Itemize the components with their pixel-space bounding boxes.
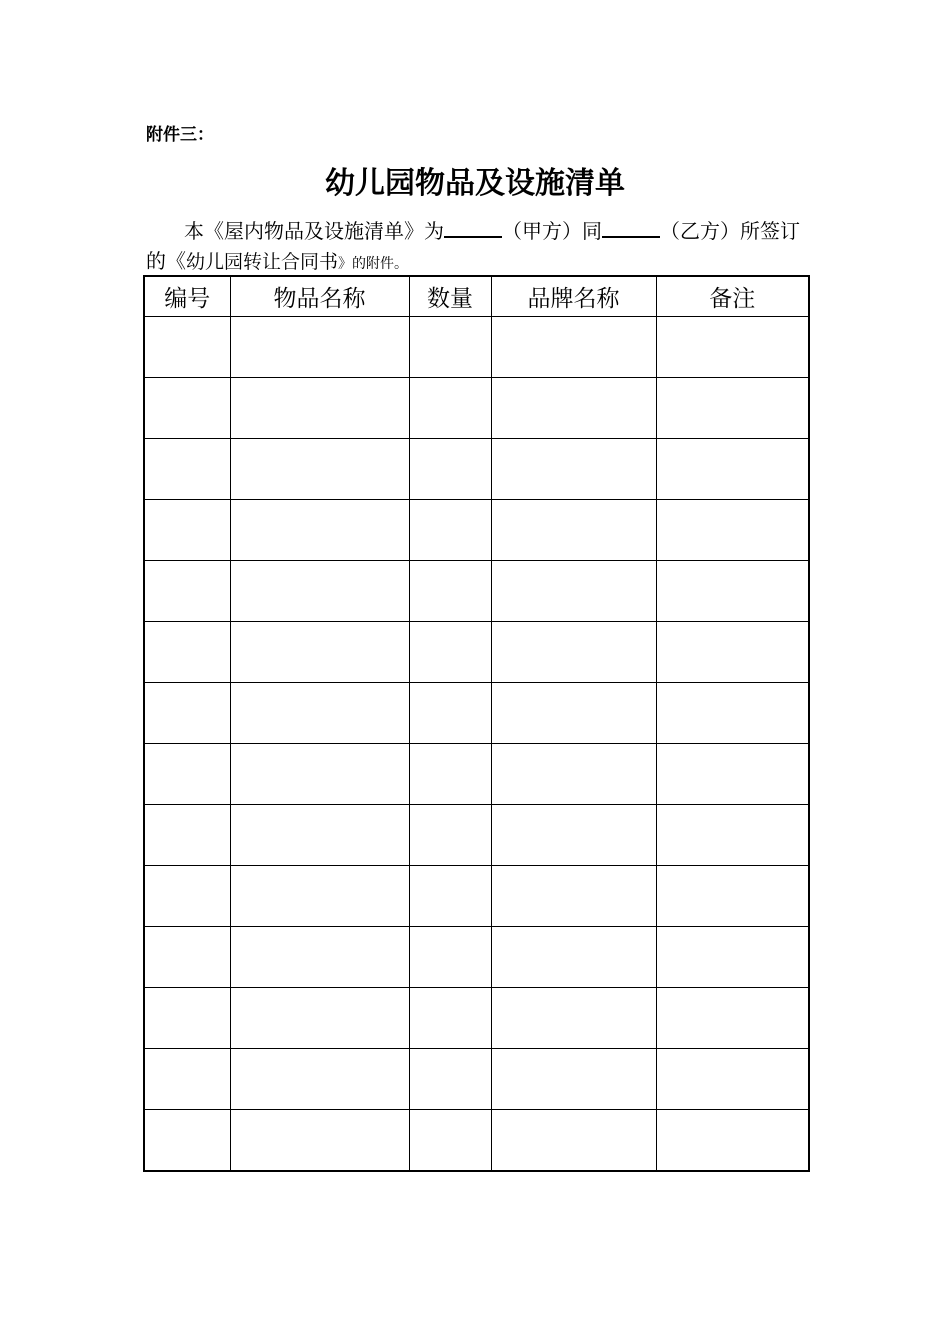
table-row xyxy=(144,988,809,1049)
cell-quantity[interactable] xyxy=(409,1110,491,1172)
intro-text-part3: （乙方）所签订的《 xyxy=(146,219,800,273)
cell-brand-name[interactable] xyxy=(491,622,656,683)
cell-number[interactable] xyxy=(144,317,230,378)
table-row xyxy=(144,561,809,622)
cell-item-name[interactable] xyxy=(230,378,409,439)
intro-text-part2: （甲方）同 xyxy=(502,219,602,243)
cell-number[interactable] xyxy=(144,1049,230,1110)
cell-quantity[interactable] xyxy=(409,378,491,439)
intro-text-part1: 本《屋内物品及设施清单》为 xyxy=(184,219,444,243)
cell-item-name[interactable] xyxy=(230,1049,409,1110)
column-header-quantity: 数量 xyxy=(409,276,491,317)
table-row xyxy=(144,317,809,378)
cell-remarks[interactable] xyxy=(656,439,809,500)
cell-remarks[interactable] xyxy=(656,317,809,378)
cell-number[interactable] xyxy=(144,378,230,439)
intro-paragraph xyxy=(146,216,806,279)
cell-number[interactable] xyxy=(144,988,230,1049)
cell-remarks[interactable] xyxy=(656,561,809,622)
cell-quantity[interactable] xyxy=(409,439,491,500)
cell-number[interactable] xyxy=(144,683,230,744)
cell-item-name[interactable] xyxy=(230,988,409,1049)
cell-remarks[interactable] xyxy=(656,1049,809,1110)
cell-brand-name[interactable] xyxy=(491,317,656,378)
table-row xyxy=(144,439,809,500)
cell-number[interactable] xyxy=(144,439,230,500)
table-header-row xyxy=(144,276,809,317)
cell-item-name[interactable] xyxy=(230,561,409,622)
cell-remarks[interactable] xyxy=(656,927,809,988)
cell-quantity[interactable] xyxy=(409,927,491,988)
cell-remarks[interactable] xyxy=(656,1110,809,1172)
cell-number[interactable] xyxy=(144,866,230,927)
cell-quantity[interactable] xyxy=(409,561,491,622)
cell-brand-name[interactable] xyxy=(491,378,656,439)
cell-brand-name[interactable] xyxy=(491,500,656,561)
contract-name: 幼儿园转让合同书 xyxy=(186,251,339,273)
table-row xyxy=(144,500,809,561)
cell-brand-name[interactable] xyxy=(491,561,656,622)
party-a-blank[interactable] xyxy=(444,216,502,238)
cell-quantity[interactable] xyxy=(409,1049,491,1110)
table-row xyxy=(144,927,809,988)
cell-remarks[interactable] xyxy=(656,683,809,744)
party-b-blank[interactable] xyxy=(602,216,660,238)
cell-item-name[interactable] xyxy=(230,805,409,866)
inventory-table xyxy=(143,275,810,1172)
cell-remarks[interactable] xyxy=(656,622,809,683)
column-header-item-name: 物品名称 xyxy=(230,276,409,317)
cell-remarks[interactable] xyxy=(656,866,809,927)
cell-item-name[interactable] xyxy=(230,622,409,683)
cell-number[interactable] xyxy=(144,805,230,866)
cell-quantity[interactable] xyxy=(409,744,491,805)
cell-item-name[interactable] xyxy=(230,317,409,378)
column-header-remarks: 备注 xyxy=(656,276,809,317)
cell-remarks[interactable] xyxy=(656,744,809,805)
table-row xyxy=(144,622,809,683)
attachment-label: 附件三： xyxy=(146,125,214,145)
cell-item-name[interactable] xyxy=(230,683,409,744)
cell-number[interactable] xyxy=(144,622,230,683)
table-row xyxy=(144,1049,809,1110)
table-row xyxy=(144,1110,809,1172)
cell-number[interactable] xyxy=(144,1110,230,1172)
cell-remarks[interactable] xyxy=(656,988,809,1049)
cell-quantity[interactable] xyxy=(409,866,491,927)
cell-brand-name[interactable] xyxy=(491,988,656,1049)
cell-brand-name[interactable] xyxy=(491,439,656,500)
cell-quantity[interactable] xyxy=(409,988,491,1049)
cell-brand-name[interactable] xyxy=(491,683,656,744)
cell-item-name[interactable] xyxy=(230,500,409,561)
table-row xyxy=(144,744,809,805)
cell-remarks[interactable] xyxy=(656,378,809,439)
cell-remarks[interactable] xyxy=(656,805,809,866)
intro-text-part4: 》的附件。 xyxy=(338,256,409,272)
cell-quantity[interactable] xyxy=(409,805,491,866)
column-header-number: 编号 xyxy=(144,276,230,317)
cell-brand-name[interactable] xyxy=(491,1110,656,1172)
table-row xyxy=(144,805,809,866)
cell-brand-name[interactable] xyxy=(491,744,656,805)
table-body xyxy=(144,317,809,1172)
cell-item-name[interactable] xyxy=(230,1110,409,1172)
page-title: 幼儿园物品及设施清单 xyxy=(325,166,625,201)
cell-brand-name[interactable] xyxy=(491,866,656,927)
cell-quantity[interactable] xyxy=(409,683,491,744)
cell-brand-name[interactable] xyxy=(491,805,656,866)
cell-number[interactable] xyxy=(144,744,230,805)
cell-quantity[interactable] xyxy=(409,317,491,378)
cell-brand-name[interactable] xyxy=(491,927,656,988)
column-header-brand-name: 品牌名称 xyxy=(491,276,656,317)
cell-brand-name[interactable] xyxy=(491,1049,656,1110)
table-row xyxy=(144,683,809,744)
cell-number[interactable] xyxy=(144,561,230,622)
cell-quantity[interactable] xyxy=(409,500,491,561)
table-row xyxy=(144,378,809,439)
cell-number[interactable] xyxy=(144,500,230,561)
cell-item-name[interactable] xyxy=(230,744,409,805)
table-row xyxy=(144,866,809,927)
cell-item-name[interactable] xyxy=(230,866,409,927)
cell-quantity[interactable] xyxy=(409,622,491,683)
cell-number[interactable] xyxy=(144,927,230,988)
cell-remarks[interactable] xyxy=(656,500,809,561)
cell-item-name[interactable] xyxy=(230,439,409,500)
cell-item-name[interactable] xyxy=(230,927,409,988)
